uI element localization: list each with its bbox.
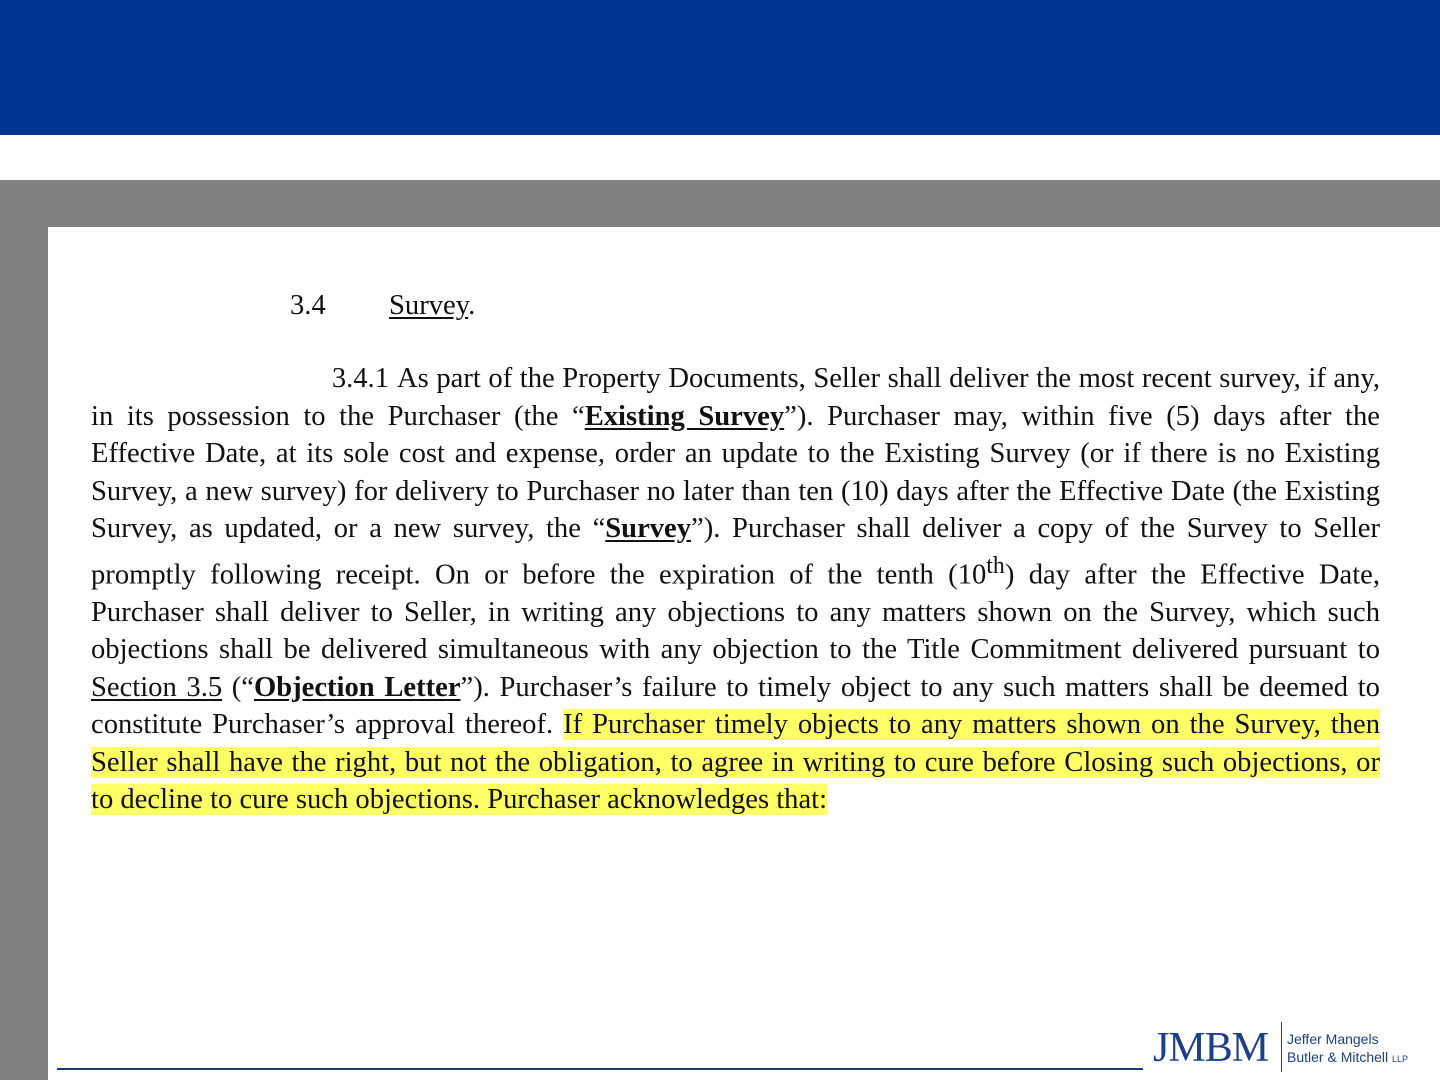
logo-name [1287,1030,1408,1068]
firm-logo [1153,1020,1423,1076]
paragraph-text-6: ”). Purchaser’s failure to timely object to any such matters shall be deemed to constitute Purchaser’s approval thereof. [91,671,1380,741]
section-title-punct: . [468,290,476,321]
paragraph-text-2: ”). Purchaser may, within five (5) days after the Effective Date, at its sole cost and expense, order an update to the Existing Survey (or if there is no Existing Survey, a new survey) for delivery to Purchaser no later than ten (10) days after the Effective Date (the Existing Survey, as updated, or a new survey, the “ [91,400,1380,544]
logo-suffix: LLP [1392,1054,1409,1064]
logo-name-line1: Jeffer Mangels [1287,1031,1379,1047]
paragraph-text-4: ) day after the Effective Date, Purchaser shall deliver to Seller, in writing any objections to any matters shown on the Survey, which such objections shall be delivered simultaneous with any objection to the Title Commitment delivered pursuant to [91,559,1380,666]
section-title-wrap [389,287,475,325]
paragraph-text-5: (“ [222,671,254,703]
paragraph-text-3: ”). Purchaser shall deliver a copy of the Survey to Seller promptly following receipt. On or before the expiration of the tenth (10 [91,513,1380,591]
paragraph-text-1: As part of the Property Documents, Seller shall deliver the most recent survey, if any, in its possession to the Purchaser (the “ [91,363,1380,432]
defined-term-objection-letter: Objection Letter [253,671,461,703]
subsection-number: 3.4.1 [331,363,389,394]
highlighted-text: If Purchaser timely objects to any matters shown on the Survey, then Seller shall have the right, but not the obligation, to agree in writing to cure before Closing such objections, or to decline to cure such objections. Purchaser acknowledges that: [91,709,1381,816]
section-reference: Section 3.5 [91,671,223,703]
paragraph-3-4-1 [91,360,1380,819]
logo-name-line2: Butler & Mitchell [1287,1049,1389,1065]
logo-mark: JMBM [1153,1025,1269,1071]
section-title: Survey [389,290,469,321]
header-band [0,0,1440,135]
ordinal-suffix: th [986,552,1005,579]
section-number: 3.4 [290,290,326,321]
logo-divider [1281,1022,1282,1072]
footer-rule [57,1068,1143,1070]
defined-term-existing-survey: Existing Survey [584,400,785,432]
defined-term-survey: Survey [605,513,692,544]
